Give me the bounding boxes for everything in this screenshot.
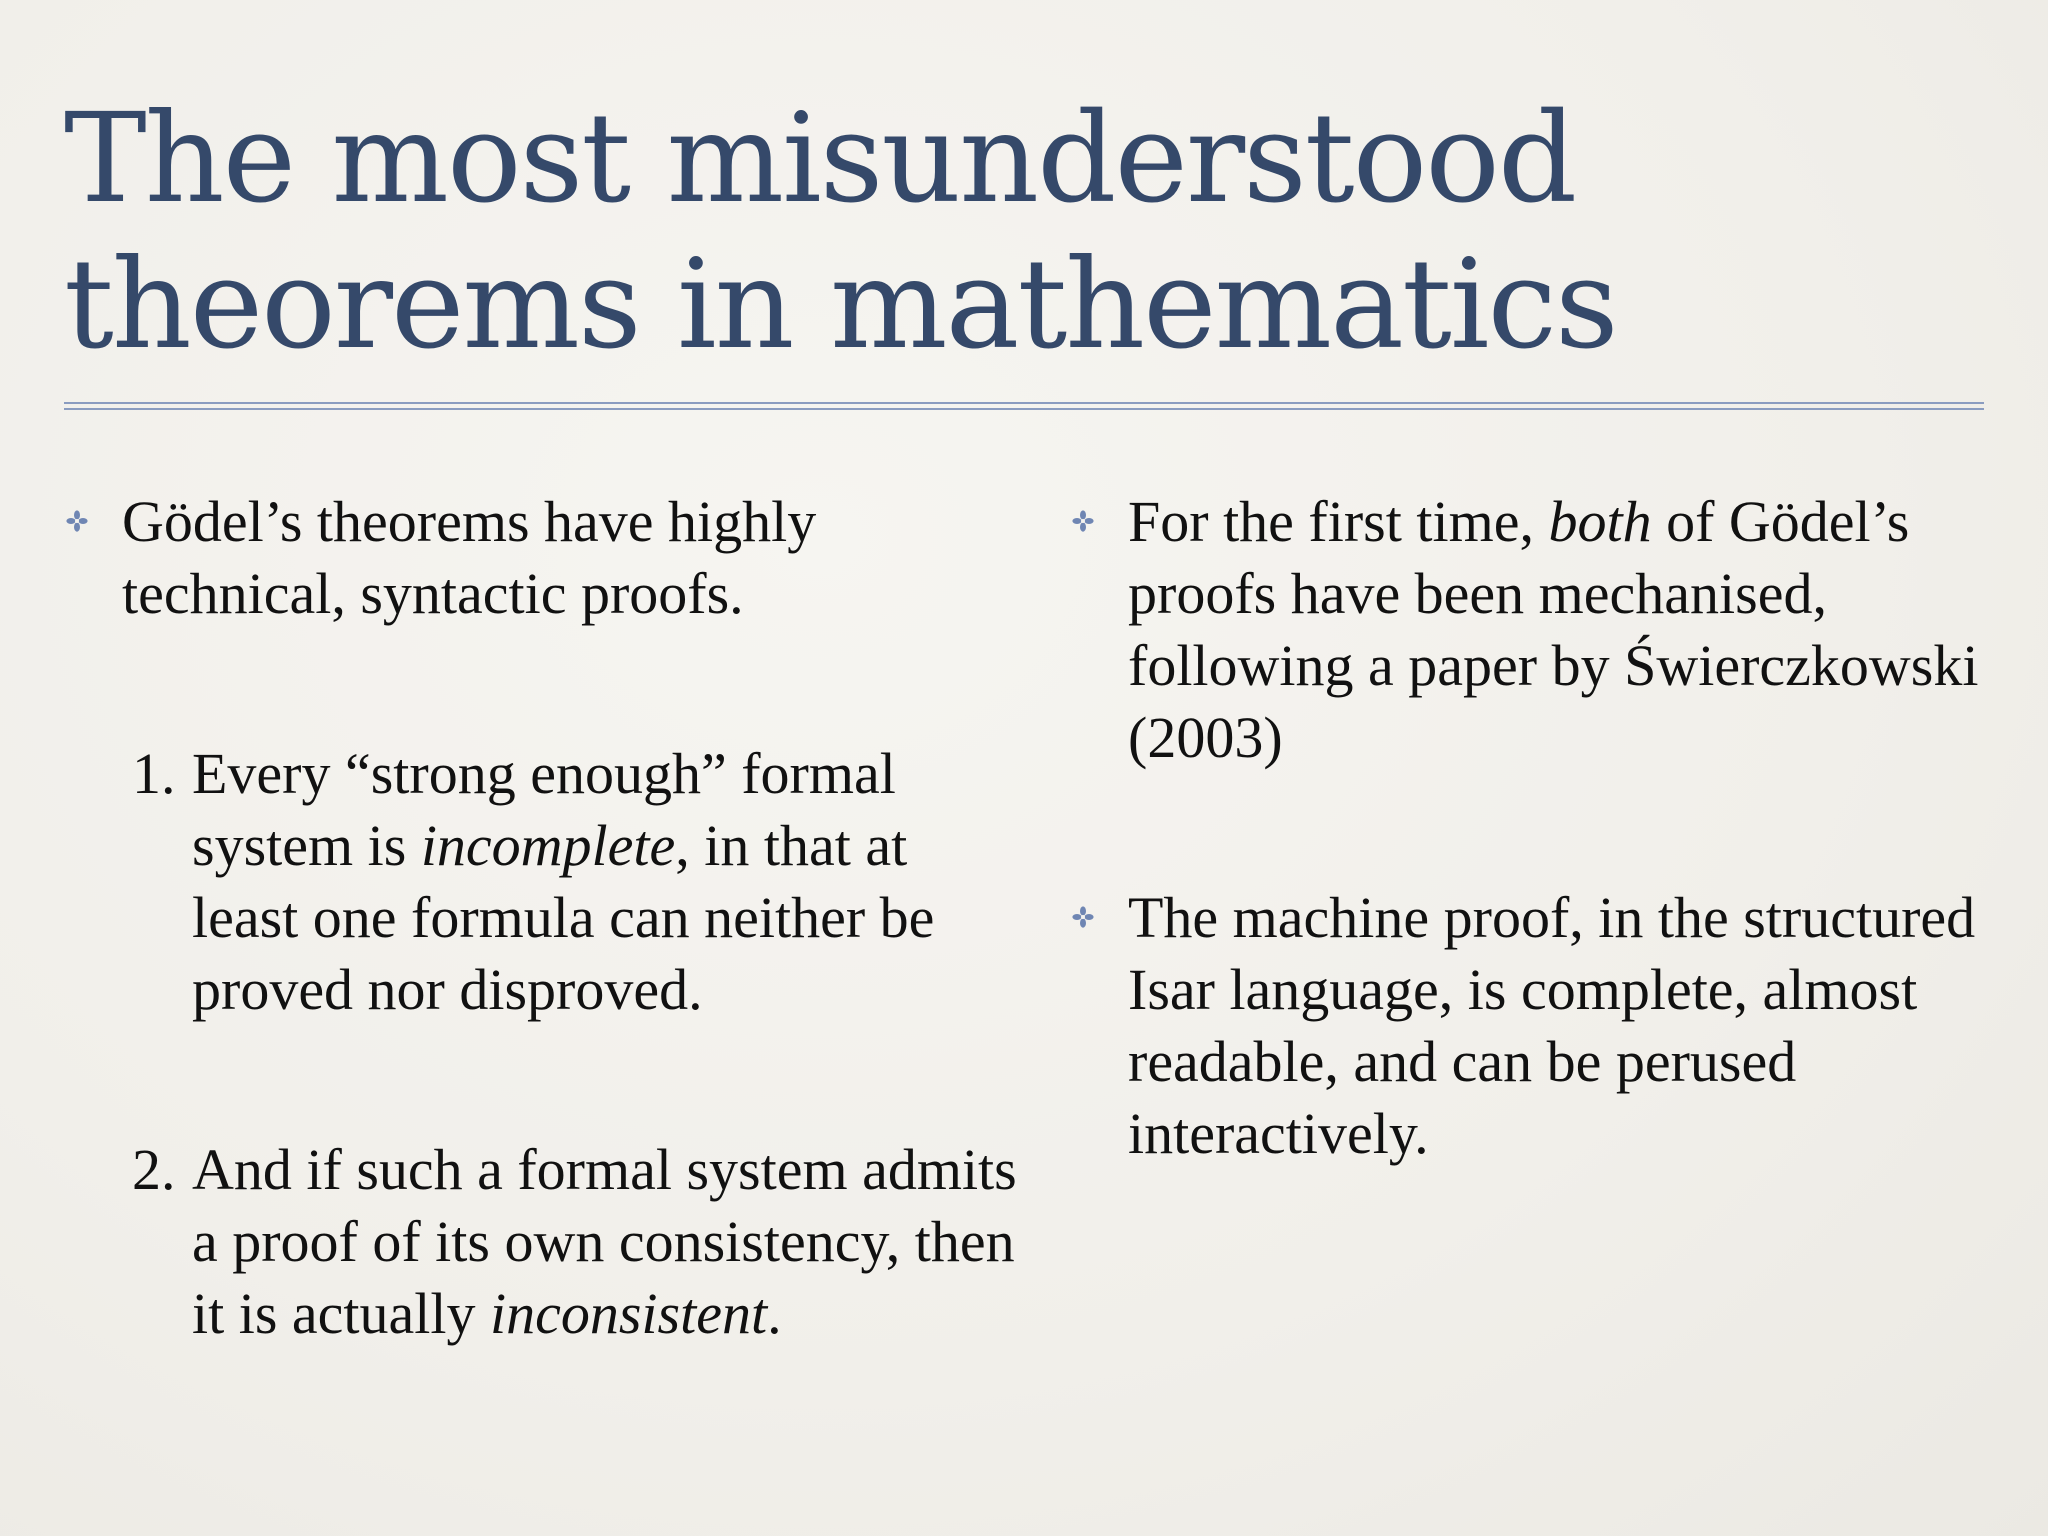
bullet-text: Gödel’s theorems have highly technical, syntactic proofs. — [122, 489, 817, 626]
item-text-part: And if such a formal system admits a proof of its own consistency, then it is actually — [192, 1137, 1017, 1346]
bullet-flower-icon — [66, 510, 88, 532]
item-number: 1. — [132, 741, 176, 806]
bullet-item — [1070, 486, 2010, 774]
bullet-text-part: of Gödel’s proofs have been mechanised, following a paper by Świerczkowski (2003) — [1128, 489, 1979, 770]
bullet-flower-icon — [1072, 906, 1094, 928]
numbered-item — [64, 738, 1024, 1026]
bullet-text — [1128, 486, 2010, 774]
bullet-item — [1070, 882, 2010, 1170]
bullet-emphasis: both — [1548, 489, 1652, 554]
item-text — [192, 1137, 1017, 1346]
item-text-part: . — [767, 1281, 782, 1346]
left-column — [64, 486, 1024, 1350]
title-divider — [64, 402, 1984, 410]
title-line-2: theorems in mathematics — [64, 233, 1617, 377]
item-text — [192, 741, 934, 1022]
item-emphasis: inconsistent — [490, 1281, 768, 1346]
bullet-item — [64, 486, 1024, 630]
bullet-text-part: For the first time, — [1128, 489, 1549, 554]
item-number: 2. — [132, 1137, 176, 1202]
spacer — [64, 1026, 1024, 1134]
right-column — [1070, 486, 2010, 1170]
title-line-1: The most misunderstood — [64, 87, 1576, 231]
numbered-item — [64, 1134, 1024, 1350]
bullet-flower-icon — [1072, 510, 1094, 532]
item-text-part: Every “strong enough” formal system is — [192, 741, 896, 878]
item-emphasis: incomplete — [420, 813, 676, 878]
bullet-text: The machine proof, in the structured Isar language, is complete, almost readable, and can be perused interactively. — [1128, 885, 1976, 1166]
item-text-part: , in that at least one formula can neither be proved nor disproved. — [192, 813, 935, 1022]
slide-title — [64, 86, 1964, 378]
spacer — [64, 630, 1024, 738]
spacer — [1070, 774, 2010, 882]
